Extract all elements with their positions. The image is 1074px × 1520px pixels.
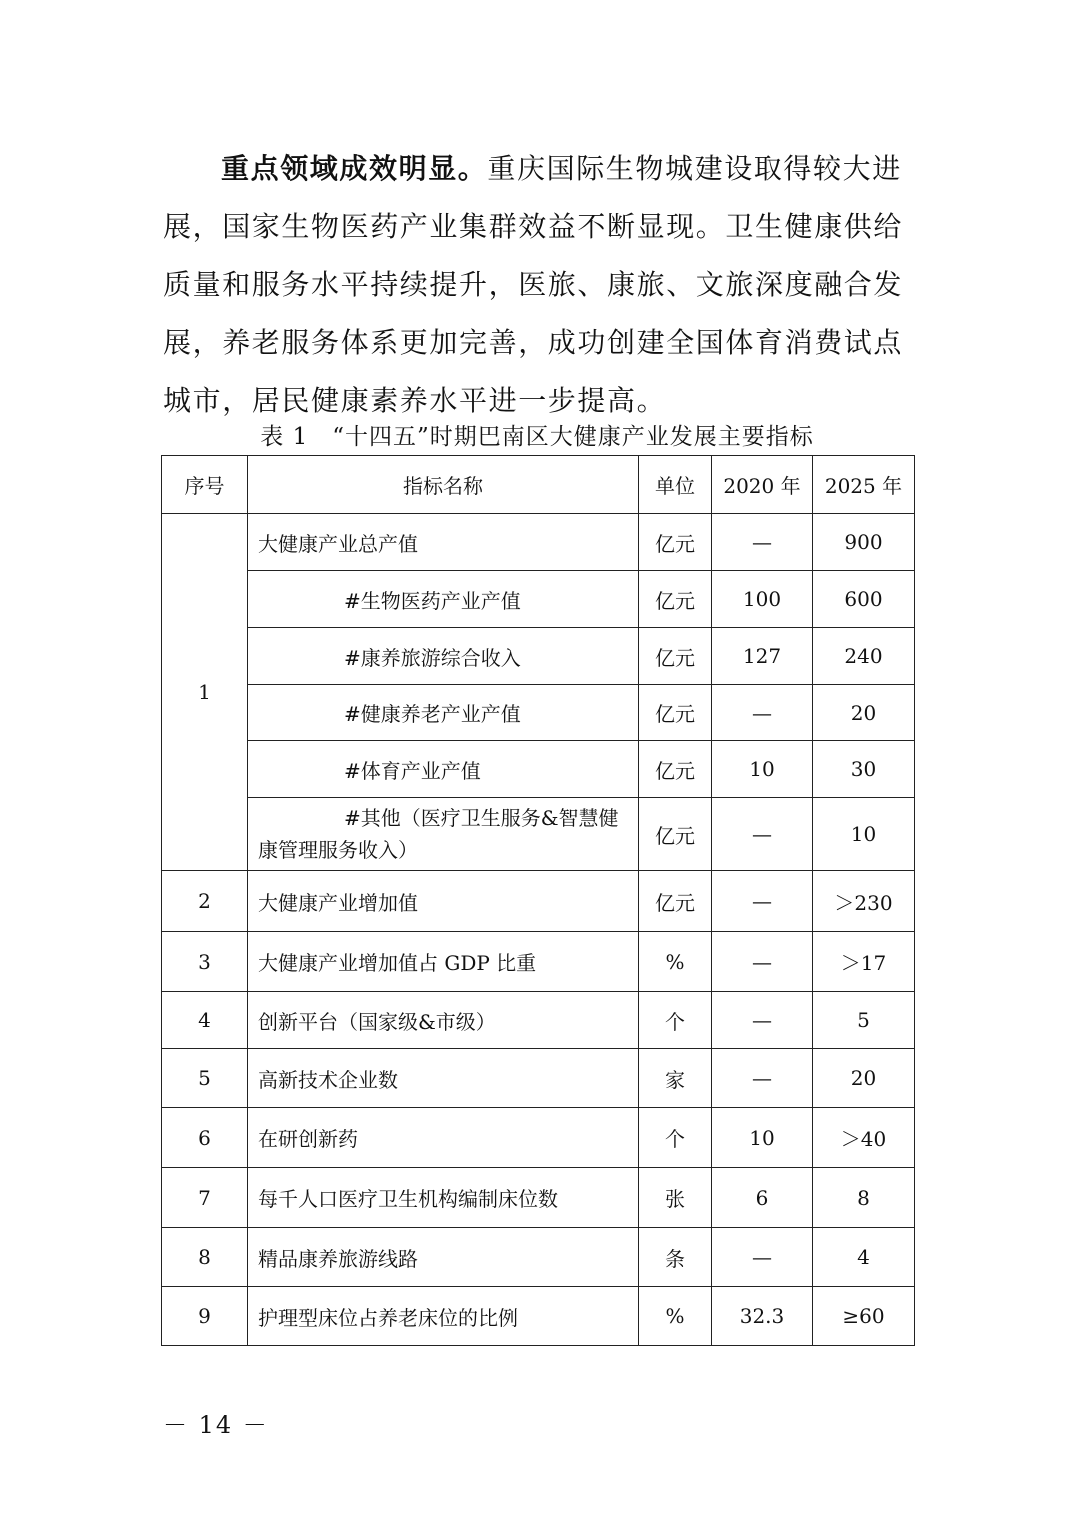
- row-2020: —: [712, 798, 813, 871]
- paragraph-lead: 重点领域成效明显。: [221, 152, 488, 185]
- table-row: [162, 1228, 915, 1287]
- table-row: [162, 798, 915, 871]
- row-unit: 张: [639, 1168, 712, 1228]
- row-unit: 条: [639, 1228, 712, 1287]
- row-unit: 亿元: [639, 571, 712, 628]
- row-2025: 20: [813, 1049, 915, 1108]
- row-name: 高新技术企业数: [248, 1049, 639, 1108]
- row-unit: %: [639, 932, 712, 992]
- row-2020: 10: [712, 741, 813, 798]
- row-name: 大健康产业总产值: [248, 514, 639, 571]
- row-2025: 5: [813, 992, 915, 1049]
- table-row: [162, 1108, 915, 1168]
- row-unit: 亿元: [639, 514, 712, 571]
- row-2025: ＞230: [813, 871, 915, 932]
- table-row: [162, 1287, 915, 1346]
- table-row: [162, 871, 915, 932]
- row-name: [248, 798, 639, 871]
- row-2025: 900: [813, 514, 915, 571]
- row-index: 7: [162, 1168, 248, 1228]
- row-unit: %: [639, 1287, 712, 1346]
- row-unit: 个: [639, 992, 712, 1049]
- row-2020: 6: [712, 1168, 813, 1228]
- row-2020: 32.3: [712, 1287, 813, 1346]
- row-index: 8: [162, 1228, 248, 1287]
- row-2020: —: [712, 1049, 813, 1108]
- table-row: [162, 571, 915, 628]
- table-header-row: [162, 456, 915, 514]
- row-name: 大健康产业增加值占 GDP 比重: [248, 932, 639, 992]
- table-row: [162, 685, 915, 741]
- header-2025: 2025 年: [813, 456, 915, 514]
- row-index: 4: [162, 992, 248, 1049]
- table-row: [162, 514, 915, 571]
- row-2025: ≥60: [813, 1287, 915, 1346]
- row-2025: 20: [813, 685, 915, 741]
- row-unit: 家: [639, 1049, 712, 1108]
- row-2020: —: [712, 1228, 813, 1287]
- row-name-line2: 康管理服务收入）: [258, 838, 418, 862]
- row-2025: 10: [813, 798, 915, 871]
- row-name: 每千人口医疗卫生机构编制床位数: [248, 1168, 639, 1228]
- table-row: [162, 932, 915, 992]
- row-name: 创新平台（国家级&市级）: [248, 992, 639, 1049]
- header-2020: 2020 年: [712, 456, 813, 514]
- row-2025: ＞40: [813, 1108, 915, 1168]
- table-row: [162, 1168, 915, 1228]
- row-unit: 个: [639, 1108, 712, 1168]
- row-name: 护理型床位占养老床位的比例: [248, 1287, 639, 1346]
- row-2020: 10: [712, 1108, 813, 1168]
- row-name: #体育产业产值: [248, 741, 639, 798]
- row-2020: 100: [712, 571, 813, 628]
- row-2020: —: [712, 514, 813, 571]
- row-name-line1: #其他（医疗卫生服务&智慧健: [344, 806, 619, 830]
- row-name: 大健康产业增加值: [248, 871, 639, 932]
- row-2020: —: [712, 932, 813, 992]
- row-2025: ＞17: [813, 932, 915, 992]
- row-index: 5: [162, 1049, 248, 1108]
- row-name: #康养旅游综合收入: [248, 628, 639, 685]
- row-2025: 240: [813, 628, 915, 685]
- header-index: 序号: [162, 456, 248, 514]
- row-2020: 127: [712, 628, 813, 685]
- row-index: 6: [162, 1108, 248, 1168]
- header-name: 指标名称: [248, 456, 639, 514]
- row-2025: 4: [813, 1228, 915, 1287]
- indicators-table: [161, 455, 915, 1346]
- table-row: [162, 1049, 915, 1108]
- row-index: 2: [162, 871, 248, 932]
- intro-paragraph: [163, 140, 915, 430]
- row-unit: 亿元: [639, 798, 712, 871]
- table-caption: 表 1 “十四五”时期巴南区大健康产业发展主要指标: [260, 424, 814, 450]
- row-2025: 600: [813, 571, 915, 628]
- row-2020: —: [712, 685, 813, 741]
- row-name: #健康养老产业产值: [248, 685, 639, 741]
- page-number: － 14 －: [163, 1411, 269, 1439]
- header-unit: 单位: [639, 456, 712, 514]
- row-2020: —: [712, 992, 813, 1049]
- table-row: [162, 628, 915, 685]
- row-unit: 亿元: [639, 871, 712, 932]
- row-2025: 8: [813, 1168, 915, 1228]
- row-name: 在研创新药: [248, 1108, 639, 1168]
- row-name: 精品康养旅游线路: [248, 1228, 639, 1287]
- table-row: [162, 741, 915, 798]
- row-index: 9: [162, 1287, 248, 1346]
- row-unit: 亿元: [639, 628, 712, 685]
- row-2025: 30: [813, 741, 915, 798]
- row-index: 3: [162, 932, 248, 992]
- row-unit: 亿元: [639, 741, 712, 798]
- row-index: 1: [162, 514, 248, 871]
- row-unit: 亿元: [639, 685, 712, 741]
- row-name: #生物医药产业产值: [248, 571, 639, 628]
- row-2020: —: [712, 871, 813, 932]
- paragraph-text: 重庆国际生物城建设取得较大进展，国家生物医药产业集群效益不断显现。卫生健康供给质量和服务水平持续提升，医旅、康旅、文旅深度融合发展，养老服务体系更加完善，成功创建全国体育消费试点城市，居民健康素养水平进一步提高。: [163, 152, 904, 417]
- table-row: [162, 992, 915, 1049]
